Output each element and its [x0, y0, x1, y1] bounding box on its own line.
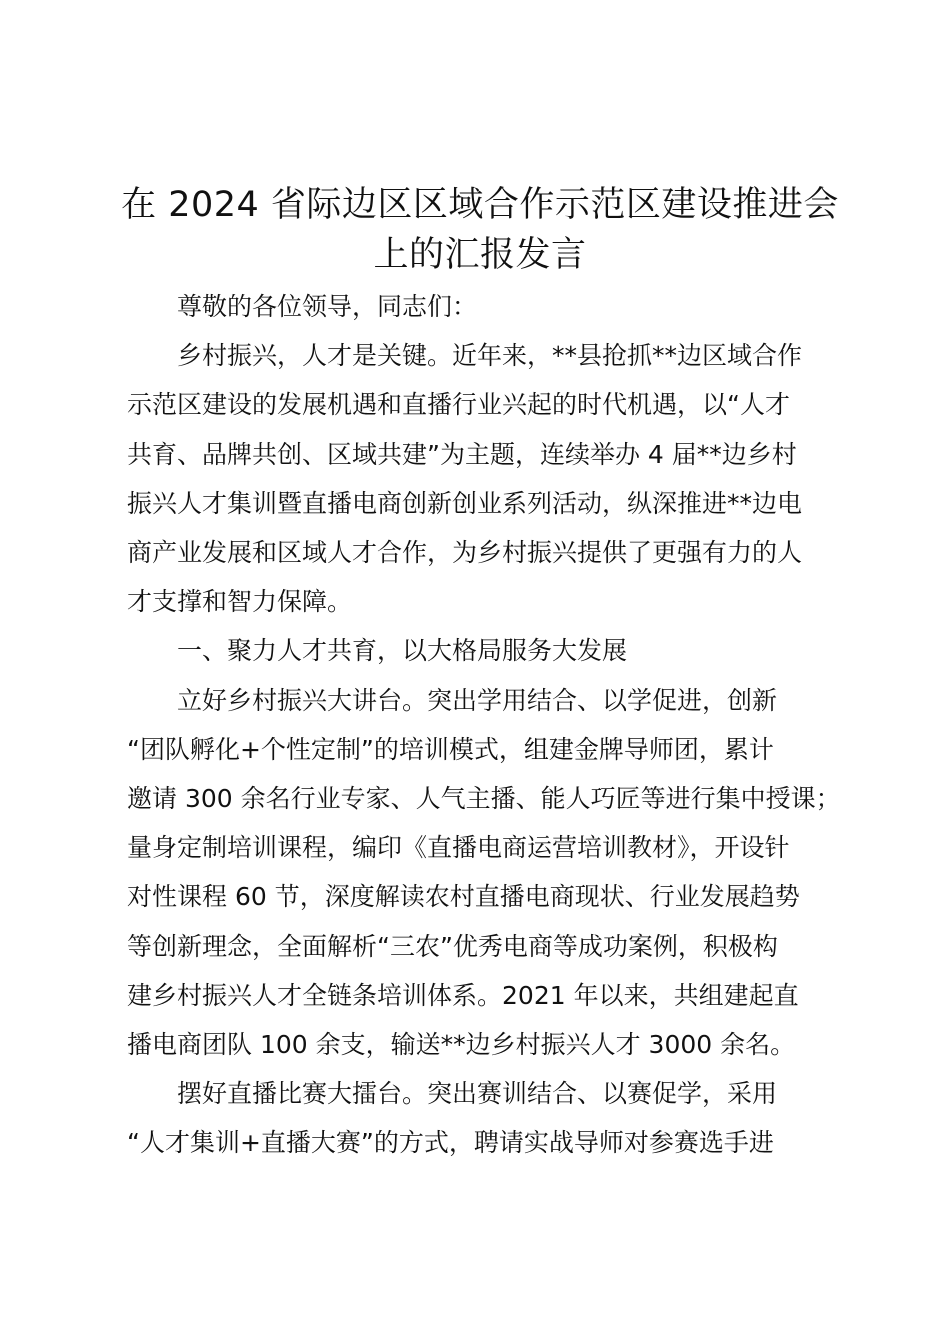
- intro-line: 才支撑和智力保障。: [127, 587, 353, 617]
- paragraph-line: 邀请 300 余名行业专家、人气主播、能人巧匠等进行集中授课；: [127, 784, 841, 814]
- section-heading: 一、聚力人才共育，以大格局服务大发展: [177, 636, 628, 666]
- paragraph-line: 播电商团队 100 余支，输送**边乡村振兴人才 3000 余名。: [127, 1030, 796, 1060]
- intro-line: 乡村振兴，人才是关键。近年来，**县抢抓**边区域合作: [177, 341, 803, 371]
- paragraph-line: 量身定制培训课程，编印《直播电商运营培训教材》，开设针: [127, 833, 790, 863]
- paragraph-line: 立好乡村振兴大讲台。突出学用结合、以学促进，创新: [177, 685, 778, 715]
- intro-line: 示范区建设的发展机遇和直播行业兴起的时代机遇，以“人才: [127, 390, 790, 420]
- intro-line: 振兴人才集训暨直播电商创新创业系列活动，纵深推进**边电: [127, 488, 803, 518]
- paragraph-contest: [127, 1069, 839, 1167]
- intro-line: 商产业发展和区域人才合作，为乡村振兴提供了更强有力的人: [127, 538, 803, 568]
- document-body: [127, 282, 839, 1168]
- salutation: 尊敬的各位领导，同志们：: [177, 292, 478, 321]
- title-line-1: 在 2024 省际边区区域合作示范区建设推进会: [121, 185, 839, 225]
- paragraph-line: 建乡村振兴人才全链条培训体系。2021 年以来，共组建起直: [127, 980, 799, 1010]
- intro-paragraph: [127, 331, 839, 626]
- intro-line: 共育、品牌共创、区域共建”为主题，连续举办 4 届**边乡村: [127, 439, 797, 469]
- document-title: [100, 180, 860, 280]
- paragraph-line: 摆好直播比赛大擂台。突出赛训结合、以赛促学，采用: [177, 1079, 778, 1109]
- title-line-2: 上的汇报发言: [373, 235, 587, 275]
- paragraph-line: 对性课程 60 节，深度解读农村直播电商现状、行业发展趋势: [127, 882, 800, 912]
- paragraph-lecture: [127, 676, 839, 1070]
- paragraph-line: “团队孵化+个性定制”的培训模式，组建金牌导师团，累计: [127, 734, 774, 764]
- paragraph-line: 等创新理念，全面解析“三农”优秀电商等成功案例，积极构: [127, 931, 778, 961]
- paragraph-line: “人才集训+直播大赛”的方式，聘请实战导师对参赛选手进: [127, 1128, 774, 1158]
